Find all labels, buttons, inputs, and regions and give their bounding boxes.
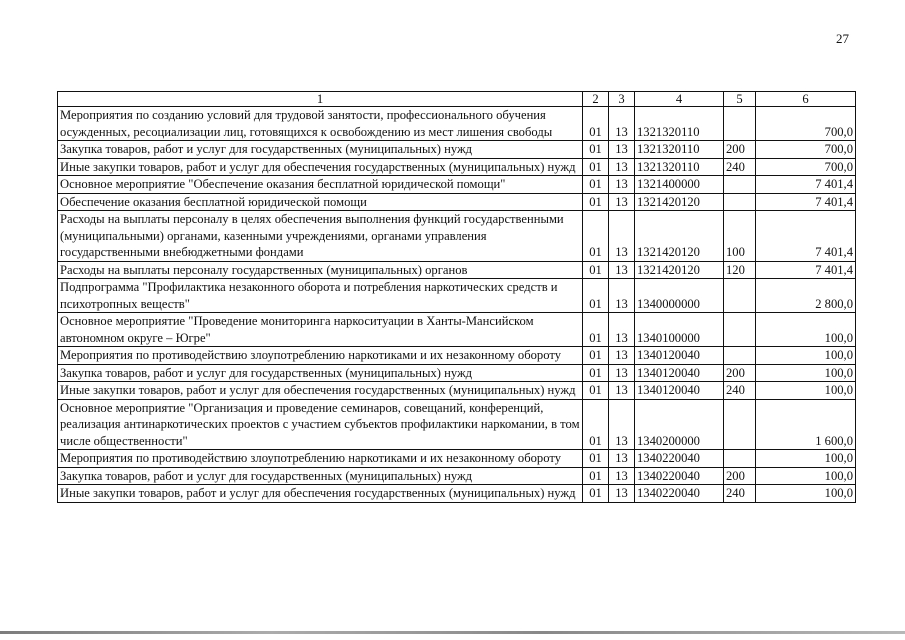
row-section: 01 <box>583 467 609 485</box>
row-amount: 100,0 <box>756 382 856 400</box>
row-amount: 100,0 <box>756 467 856 485</box>
row-target-code: 1340220040 <box>635 467 724 485</box>
row-amount: 100,0 <box>756 313 856 347</box>
row-expense-type: 200 <box>724 141 756 159</box>
column-header-1: 1 <box>58 92 583 107</box>
row-amount: 1 600,0 <box>756 399 856 450</box>
row-amount: 7 401,4 <box>756 193 856 211</box>
row-section: 01 <box>583 141 609 159</box>
row-subsection: 13 <box>609 107 635 141</box>
row-target-code: 1340000000 <box>635 279 724 313</box>
row-section: 01 <box>583 485 609 503</box>
row-target-code: 1321420120 <box>635 193 724 211</box>
row-subsection: 13 <box>609 211 635 262</box>
scan-edge-line <box>0 631 905 634</box>
table-row <box>58 485 856 503</box>
row-name: Основное мероприятие "Проведение мониторинга наркоситуации в Ханты-Мансийском автономном округе – Югре" <box>58 313 583 347</box>
row-amount: 100,0 <box>756 364 856 382</box>
row-expense-type: 240 <box>724 158 756 176</box>
row-expense-type: 240 <box>724 382 756 400</box>
row-amount: 100,0 <box>756 347 856 365</box>
row-amount: 100,0 <box>756 485 856 503</box>
row-name: Расходы на выплаты персоналу в целях обеспечения выполнения функций государственными (муниципальными) органами, казенными учреждениями, органами управления государственными внебюджетными фондами <box>58 211 583 262</box>
row-section: 01 <box>583 279 609 313</box>
row-subsection: 13 <box>609 364 635 382</box>
row-amount: 7 401,4 <box>756 211 856 262</box>
row-subsection: 13 <box>609 193 635 211</box>
row-section: 01 <box>583 193 609 211</box>
table-row <box>58 107 856 141</box>
row-expense-type <box>724 279 756 313</box>
row-section: 01 <box>583 347 609 365</box>
row-subsection: 13 <box>609 467 635 485</box>
table-row <box>58 279 856 313</box>
row-name: Основное мероприятие "Организация и проведение семинаров, совещаний, конференций, реализация антинаркотических проектов с участием субъектов профилактики наркомании, в том числе общественности" <box>58 399 583 450</box>
row-target-code: 1321420120 <box>635 211 724 262</box>
column-header-6: 6 <box>756 92 856 107</box>
column-header-2: 2 <box>583 92 609 107</box>
row-name: Иные закупки товаров, работ и услуг для обеспечения государственных (муниципальных) нужд <box>58 485 583 503</box>
row-name: Иные закупки товаров, работ и услуг для обеспечения государственных (муниципальных) нужд <box>58 382 583 400</box>
row-subsection: 13 <box>609 261 635 279</box>
column-header-5: 5 <box>724 92 756 107</box>
row-amount: 700,0 <box>756 107 856 141</box>
table-row <box>58 347 856 365</box>
row-section: 01 <box>583 158 609 176</box>
table-row <box>58 176 856 194</box>
row-target-code: 1321320110 <box>635 158 724 176</box>
row-subsection: 13 <box>609 158 635 176</box>
table-row <box>58 399 856 450</box>
table-row <box>58 364 856 382</box>
row-section: 01 <box>583 261 609 279</box>
table-row <box>58 450 856 468</box>
budget-table <box>57 91 856 503</box>
row-name: Закупка товаров, работ и услуг для государственных (муниципальных) нужд <box>58 364 583 382</box>
table-row <box>58 141 856 159</box>
row-section: 01 <box>583 176 609 194</box>
row-name: Обеспечение оказания бесплатной юридической помощи <box>58 193 583 211</box>
row-name: Мероприятия по противодействию злоупотреблению наркотиками и их незаконному обороту <box>58 347 583 365</box>
row-name: Закупка товаров, работ и услуг для государственных (муниципальных) нужд <box>58 467 583 485</box>
row-target-code: 1340220040 <box>635 450 724 468</box>
row-expense-type <box>724 347 756 365</box>
table-row <box>58 261 856 279</box>
row-subsection: 13 <box>609 347 635 365</box>
row-subsection: 13 <box>609 450 635 468</box>
row-section: 01 <box>583 450 609 468</box>
row-amount: 7 401,4 <box>756 176 856 194</box>
row-amount: 700,0 <box>756 158 856 176</box>
row-section: 01 <box>583 313 609 347</box>
row-target-code: 1340100000 <box>635 313 724 347</box>
row-subsection: 13 <box>609 279 635 313</box>
row-name: Иные закупки товаров, работ и услуг для обеспечения государственных (муниципальных) нужд <box>58 158 583 176</box>
row-section: 01 <box>583 107 609 141</box>
row-expense-type <box>724 107 756 141</box>
page-number: 27 <box>836 31 849 46</box>
row-subsection: 13 <box>609 141 635 159</box>
row-expense-type: 120 <box>724 261 756 279</box>
row-amount: 700,0 <box>756 141 856 159</box>
row-target-code: 1340220040 <box>635 485 724 503</box>
row-expense-type: 200 <box>724 467 756 485</box>
row-target-code: 1321420120 <box>635 261 724 279</box>
row-target-code: 1321400000 <box>635 176 724 194</box>
table-body <box>58 107 856 503</box>
table-row <box>58 158 856 176</box>
row-section: 01 <box>583 364 609 382</box>
row-name: Мероприятия по созданию условий для трудовой занятости, профессионального обучения осужденных, ресоциализации лиц, готовящихся к освобождению из мест лишения свободы <box>58 107 583 141</box>
row-name: Основное мероприятие "Обеспечение оказания бесплатной юридической помощи" <box>58 176 583 194</box>
row-name: Подпрограмма "Профилактика незаконного оборота и потребления наркотических средств и психотропных веществ" <box>58 279 583 313</box>
row-section: 01 <box>583 399 609 450</box>
row-subsection: 13 <box>609 399 635 450</box>
table-row <box>58 211 856 262</box>
row-target-code: 1340200000 <box>635 399 724 450</box>
table-row <box>58 313 856 347</box>
table-row <box>58 467 856 485</box>
row-name: Закупка товаров, работ и услуг для государственных (муниципальных) нужд <box>58 141 583 159</box>
row-target-code: 1321320110 <box>635 141 724 159</box>
row-target-code: 1321320110 <box>635 107 724 141</box>
row-expense-type <box>724 313 756 347</box>
row-expense-type <box>724 193 756 211</box>
row-expense-type: 100 <box>724 211 756 262</box>
row-name: Расходы на выплаты персоналу государственных (муниципальных) органов <box>58 261 583 279</box>
row-subsection: 13 <box>609 313 635 347</box>
row-subsection: 13 <box>609 382 635 400</box>
column-header-3: 3 <box>609 92 635 107</box>
column-header-4: 4 <box>635 92 724 107</box>
row-subsection: 13 <box>609 176 635 194</box>
row-amount: 100,0 <box>756 450 856 468</box>
row-expense-type <box>724 450 756 468</box>
row-subsection: 13 <box>609 485 635 503</box>
row-expense-type: 200 <box>724 364 756 382</box>
row-expense-type <box>724 399 756 450</box>
row-amount: 2 800,0 <box>756 279 856 313</box>
row-target-code: 1340120040 <box>635 364 724 382</box>
table-row <box>58 193 856 211</box>
row-target-code: 1340120040 <box>635 382 724 400</box>
row-amount: 7 401,4 <box>756 261 856 279</box>
row-target-code: 1340120040 <box>635 347 724 365</box>
table-row <box>58 382 856 400</box>
table-header-row <box>58 92 856 107</box>
row-section: 01 <box>583 211 609 262</box>
row-section: 01 <box>583 382 609 400</box>
row-name: Мероприятия по противодействию злоупотреблению наркотиками и их незаконному обороту <box>58 450 583 468</box>
row-expense-type: 240 <box>724 485 756 503</box>
row-expense-type <box>724 176 756 194</box>
